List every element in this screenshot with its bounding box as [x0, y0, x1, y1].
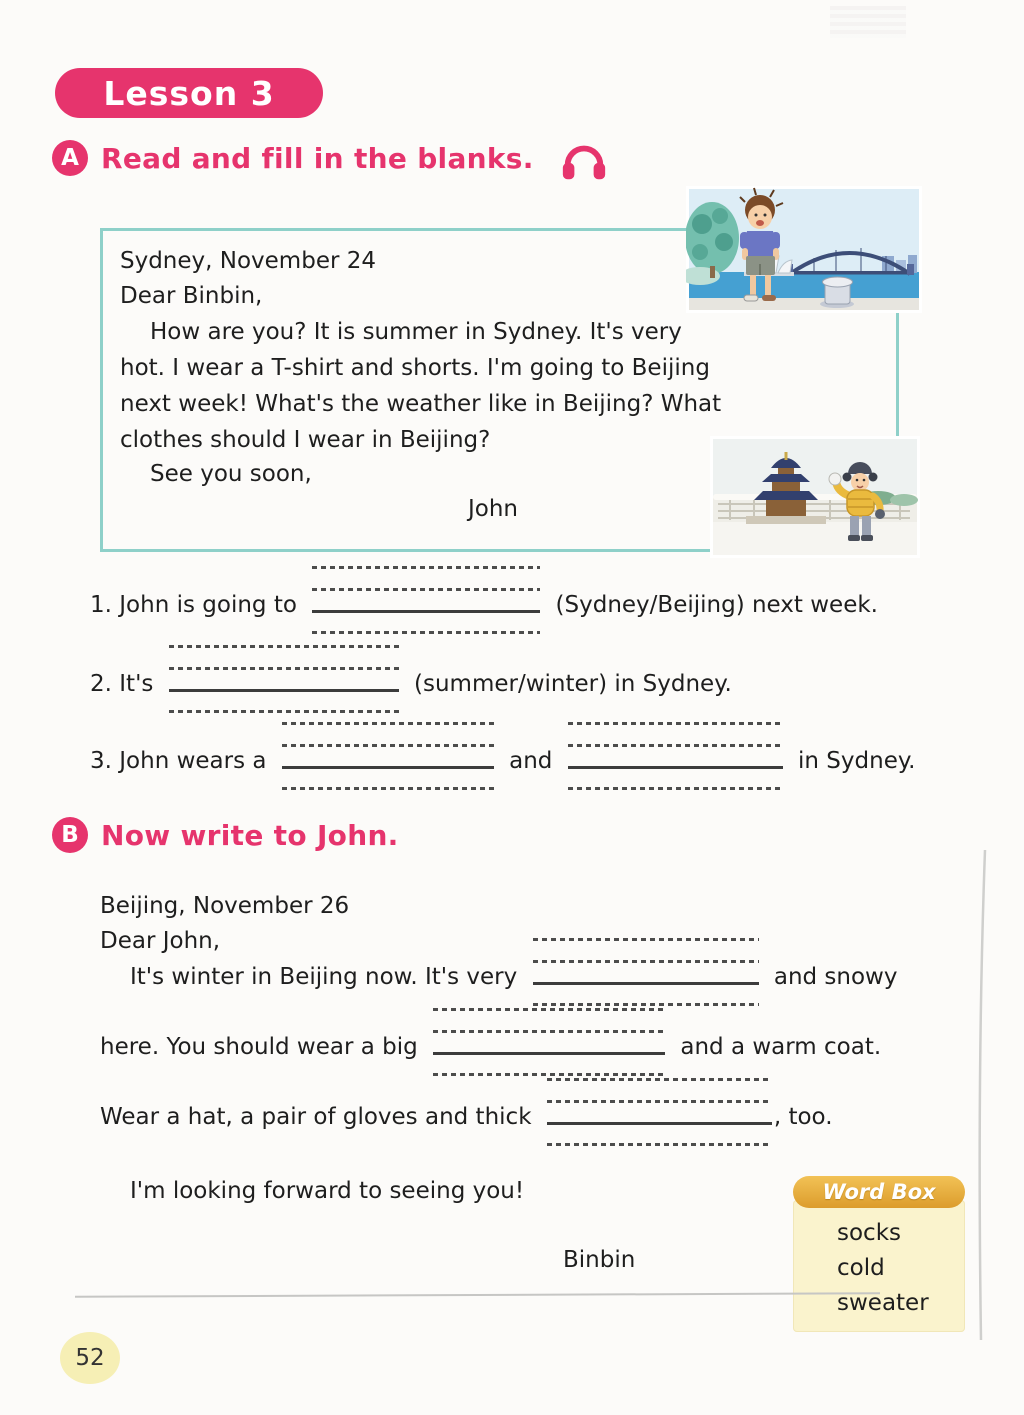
word-box-word: sweater	[837, 1290, 929, 1316]
section-a-heading	[52, 137, 609, 179]
letter-b-text: Wear a hat, a pair of gloves and thick	[100, 1104, 532, 1130]
answer-blank-3b[interactable]	[568, 766, 783, 768]
question-number: 1.	[90, 592, 112, 618]
letter-a-signature: John	[468, 496, 519, 522]
letter-a-body-line: next week! What's the weather like in Beijing? What	[120, 391, 722, 417]
page-number: 52	[60, 1332, 120, 1384]
question-1	[90, 590, 878, 620]
section-b-letter-badge: B	[52, 817, 88, 853]
word-box-word: cold	[837, 1255, 885, 1281]
section-b-heading	[52, 817, 399, 853]
question-text: and	[509, 748, 553, 774]
question-text: John wears a	[119, 748, 267, 774]
letter-b-text: , too.	[773, 1104, 833, 1130]
question-text: in Sydney.	[798, 748, 916, 774]
word-box-word: socks	[837, 1220, 902, 1246]
section-a-title: Read and fill in the blanks.	[101, 141, 534, 175]
write-blank-1[interactable]	[533, 982, 759, 984]
question-text: It's	[119, 671, 154, 697]
lesson-badge: Lesson 3	[55, 68, 323, 118]
page-showthrough	[830, 6, 906, 38]
answer-blank-1[interactable]	[312, 610, 540, 612]
word-box-title: Word Box	[793, 1176, 965, 1208]
letter-b-text: and snowy	[773, 964, 898, 990]
letter-b-text: here. You should wear a big	[100, 1034, 418, 1060]
question-2	[90, 669, 732, 699]
question-number: 3.	[90, 748, 112, 774]
letter-b-text: and a warm coat.	[680, 1034, 882, 1060]
beijing-temple-illustration	[710, 436, 920, 558]
letter-b-line-2	[100, 1032, 881, 1062]
section-b-title: Now write to John.	[101, 818, 399, 852]
letter-a-body-line: How are you? It is summer in Sydney. It's very	[150, 319, 682, 345]
letter-a-dateline: Sydney, November 24	[120, 248, 376, 274]
letter-a-body-line: hot. I wear a T-shirt and shorts. I'm going to Beijing	[120, 355, 710, 381]
question-text: (summer/winter) in Sydney.	[414, 671, 732, 697]
page-crease-line	[75, 1292, 880, 1298]
write-blank-3[interactable]	[547, 1122, 772, 1124]
question-text: (Sydney/Beijing) next week.	[555, 592, 878, 618]
letter-a-closing: See you soon,	[150, 461, 312, 487]
question-number: 2.	[90, 671, 112, 697]
write-blank-2[interactable]	[433, 1052, 665, 1054]
letter-b-line-1	[130, 962, 897, 992]
letter-b-dateline: Beijing, November 26	[100, 893, 350, 919]
answer-blank-2[interactable]	[169, 689, 399, 691]
question-3	[90, 746, 916, 776]
letter-b-closing: I'm looking forward to seeing you!	[130, 1178, 525, 1204]
sydney-harbour-illustration	[686, 186, 922, 313]
letter-a-body-line: clothes should I wear in Beijing?	[120, 427, 491, 453]
page-fold-line	[975, 850, 989, 1350]
letter-b-signature: Binbin	[563, 1247, 636, 1273]
question-text: John is going to	[119, 592, 297, 618]
letter-b-line-3	[100, 1102, 833, 1132]
letter-a-salutation: Dear Binbin,	[120, 283, 263, 309]
letter-b-text: It's winter in Beijing now. It's very	[130, 964, 518, 990]
section-a-letter-badge: A	[52, 140, 88, 176]
answer-blank-3a[interactable]	[282, 766, 494, 768]
headphones-icon	[559, 140, 609, 182]
letter-b-salutation: Dear John,	[100, 928, 221, 954]
